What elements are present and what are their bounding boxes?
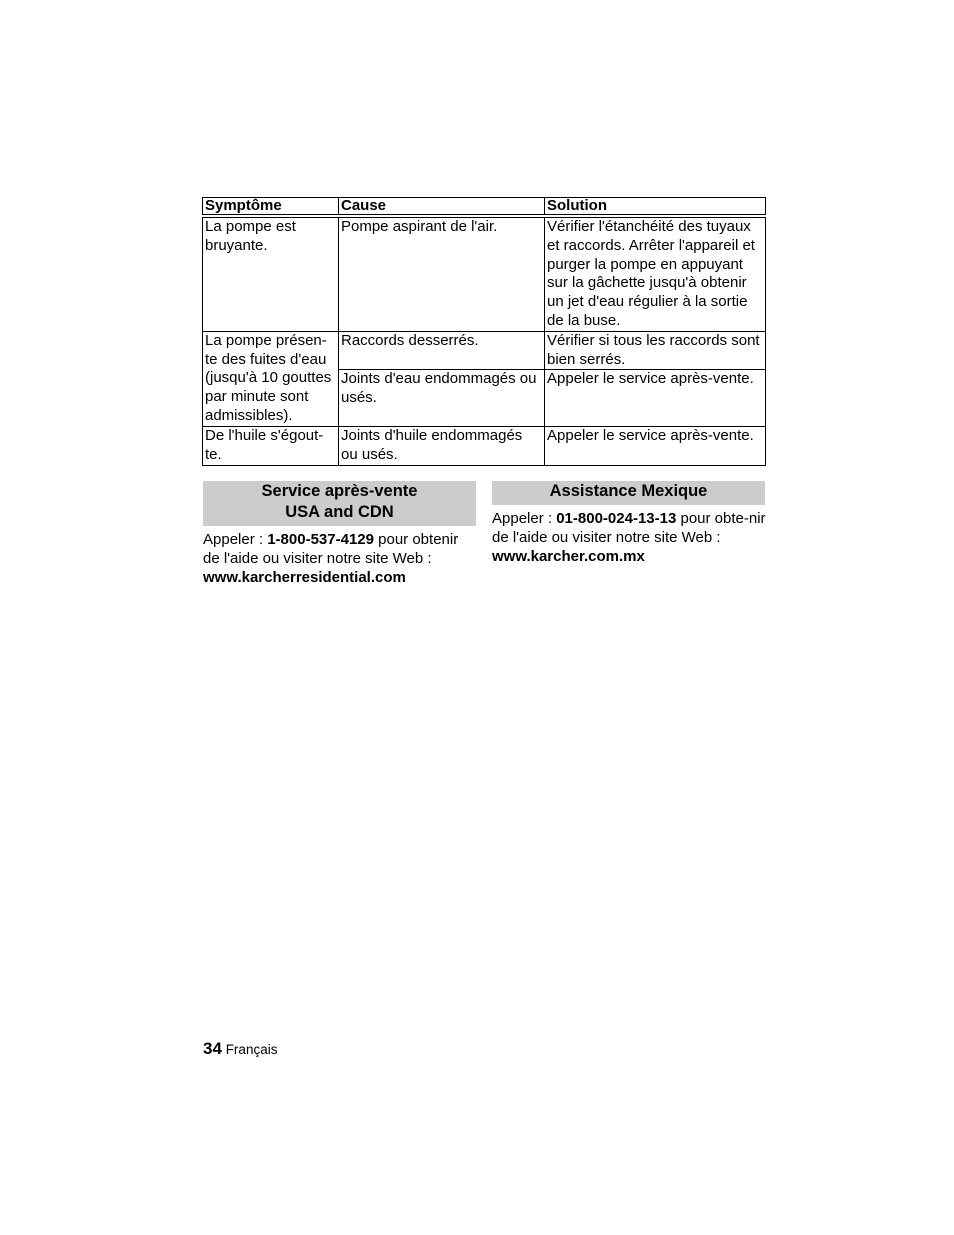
page-footer: [203, 1039, 277, 1059]
cell-symptom: De l'huile s'égout-te.: [203, 427, 339, 466]
header-symptom: Symptôme: [203, 198, 339, 217]
service-mexico-website: www.karcher.com.mx: [492, 547, 645, 565]
service-mexico-title: [492, 481, 765, 505]
table-row: [203, 216, 766, 331]
cell-symptom: La pompe est bruyante.: [203, 216, 339, 331]
cell-symptom: La pompe présen-te des fuites d'eau (jusqu'à 10 gouttes par minute sont admissibles).: [203, 331, 339, 427]
service-usa-title: [203, 481, 476, 526]
service-usa-middle: pour obtenir de l'aide ou visiter notre site Web :: [203, 531, 459, 567]
cell-cause: Joints d'huile endommagés ou usés.: [339, 427, 545, 466]
table-row: [203, 331, 766, 370]
cell-solution: Vérifier si tous les raccords sont bien serrés.: [545, 331, 766, 370]
service-usa-title-line2: USA and CDN: [285, 503, 394, 521]
cell-solution: Appeler le service après-vente.: [545, 370, 766, 427]
table-header-row: [203, 198, 766, 217]
cell-cause: Raccords desserrés.: [339, 331, 545, 370]
service-mexico-title-text: Assistance Mexique: [549, 482, 708, 500]
troubleshooting-table: [202, 197, 766, 466]
service-mexico-prefix: Appeler :: [492, 510, 557, 527]
service-usa-phone: 1-800-537-4129: [267, 531, 374, 548]
cell-cause: Pompe aspirant de l'air.: [339, 216, 545, 331]
service-usa-website: www.karcherresidential.com: [203, 568, 406, 586]
header-cause: Cause: [339, 198, 545, 217]
service-mexico-middle: pour obte-nir de l'aide ou visiter notre site Web :: [492, 510, 766, 546]
service-mexico-text: [492, 510, 766, 566]
cell-solution: Vérifier l'étanchéité des tuyaux et raccords. Arrêter l'appareil et purger la pompe en appuyant sur la gâchette jusqu'à obtenir un jet d'eau régulier à la sortie de la buse.: [545, 216, 766, 331]
header-solution: Solution: [545, 198, 766, 217]
page-number: 34: [203, 1039, 222, 1058]
service-usa-prefix: Appeler :: [203, 531, 268, 548]
service-usa-title-line1: Service après-vente: [261, 482, 418, 500]
page-language: Français: [225, 1042, 278, 1057]
service-mexico-phone: 01-800-024-13-13: [556, 510, 677, 527]
service-usa-text: [203, 531, 478, 587]
cell-cause: Joints d'eau endommagés ou usés.: [339, 370, 545, 427]
cell-solution: Appeler le service après-vente.: [545, 427, 766, 466]
table-row: [203, 427, 766, 466]
